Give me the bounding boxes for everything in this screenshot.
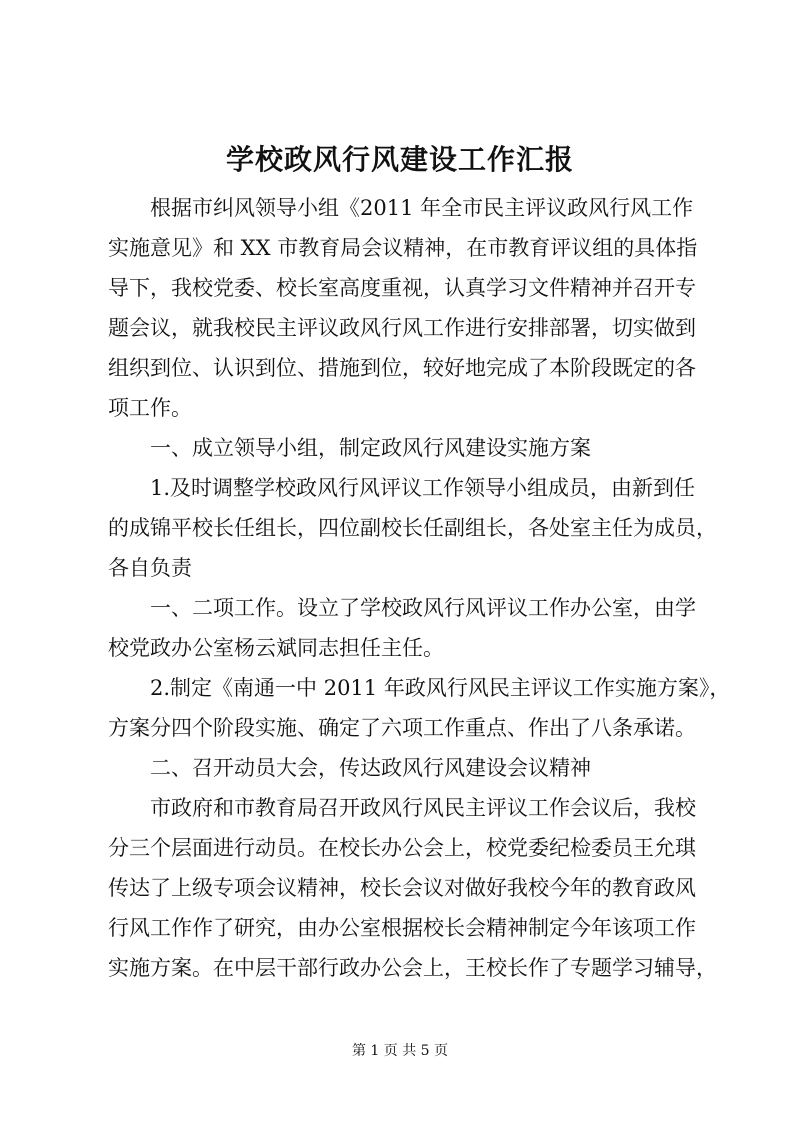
paragraph-line: 传达了上级专项会议精神，校长会议对做好我校今年的教育政风	[108, 876, 696, 900]
section-heading: 一、成立领导小组，制定政风行风建设实施方案	[150, 436, 591, 460]
paragraph-line: 行风工作作了研究，由办公室根据校长会精神制定今年该项工作	[108, 916, 696, 940]
page-number-footer: 第 1 页 共 5 页	[351, 1043, 449, 1059]
document-title: 学校政风行风建设工作汇报	[225, 143, 574, 176]
paragraph-line: 导下，我校党委、校长室高度重视，认真学习文件精神并召开专	[108, 276, 696, 300]
document-body	[108, 188, 731, 988]
paragraph-line: 组织到位、认识到位、措施到位，较好地完成了本阶段既定的各	[108, 356, 696, 380]
paragraph-line: 根据市纠风领导小组《2011 年全市民主评议政风行风工作	[150, 196, 694, 220]
section-heading: 二、召开动员大会，传达政风行风建设会议精神	[150, 756, 591, 780]
paragraph-line: 1.及时调整学校政风行风评议工作领导小组成员，由新到任	[150, 476, 696, 500]
paragraph-line: 的成锦平校长任组长，四位副校长任副组长，各处室主任为成员，	[108, 516, 717, 540]
paragraph-line: 2.制定《南通一中 2011 年政风行风民主评议工作实施方案》，	[150, 676, 731, 700]
paragraph-line: 项工作。	[108, 396, 192, 420]
paragraph-line: 市政府和市教育局召开政风行风民主评议工作会议后，我校	[150, 796, 696, 820]
paragraph-line: 方案分四个阶段实施、确定了六项工作重点、作出了八条承诺。	[108, 716, 696, 740]
paragraph-line: 实施意见》和 XX 市教育局会议精神，在市教育评议组的具体指	[108, 236, 698, 260]
paragraph-line: 实施方案。在中层干部行政办公会上，王校长作了专题学习辅导，	[108, 956, 717, 980]
paragraph-line: 各自负责	[108, 556, 192, 580]
paragraph-line: 一、二项工作。设立了学校政风行风评议工作办公室，由学	[150, 596, 696, 620]
paragraph-line: 校党政办公室杨云斌同志担任主任。	[108, 636, 444, 660]
paragraph-line: 分三个层面进行动员。在校长办公会上，校党委纪检委员王允琪	[108, 836, 696, 860]
paragraph-line: 题会议，就我校民主评议政风行风工作进行安排部署，切实做到	[108, 316, 696, 340]
